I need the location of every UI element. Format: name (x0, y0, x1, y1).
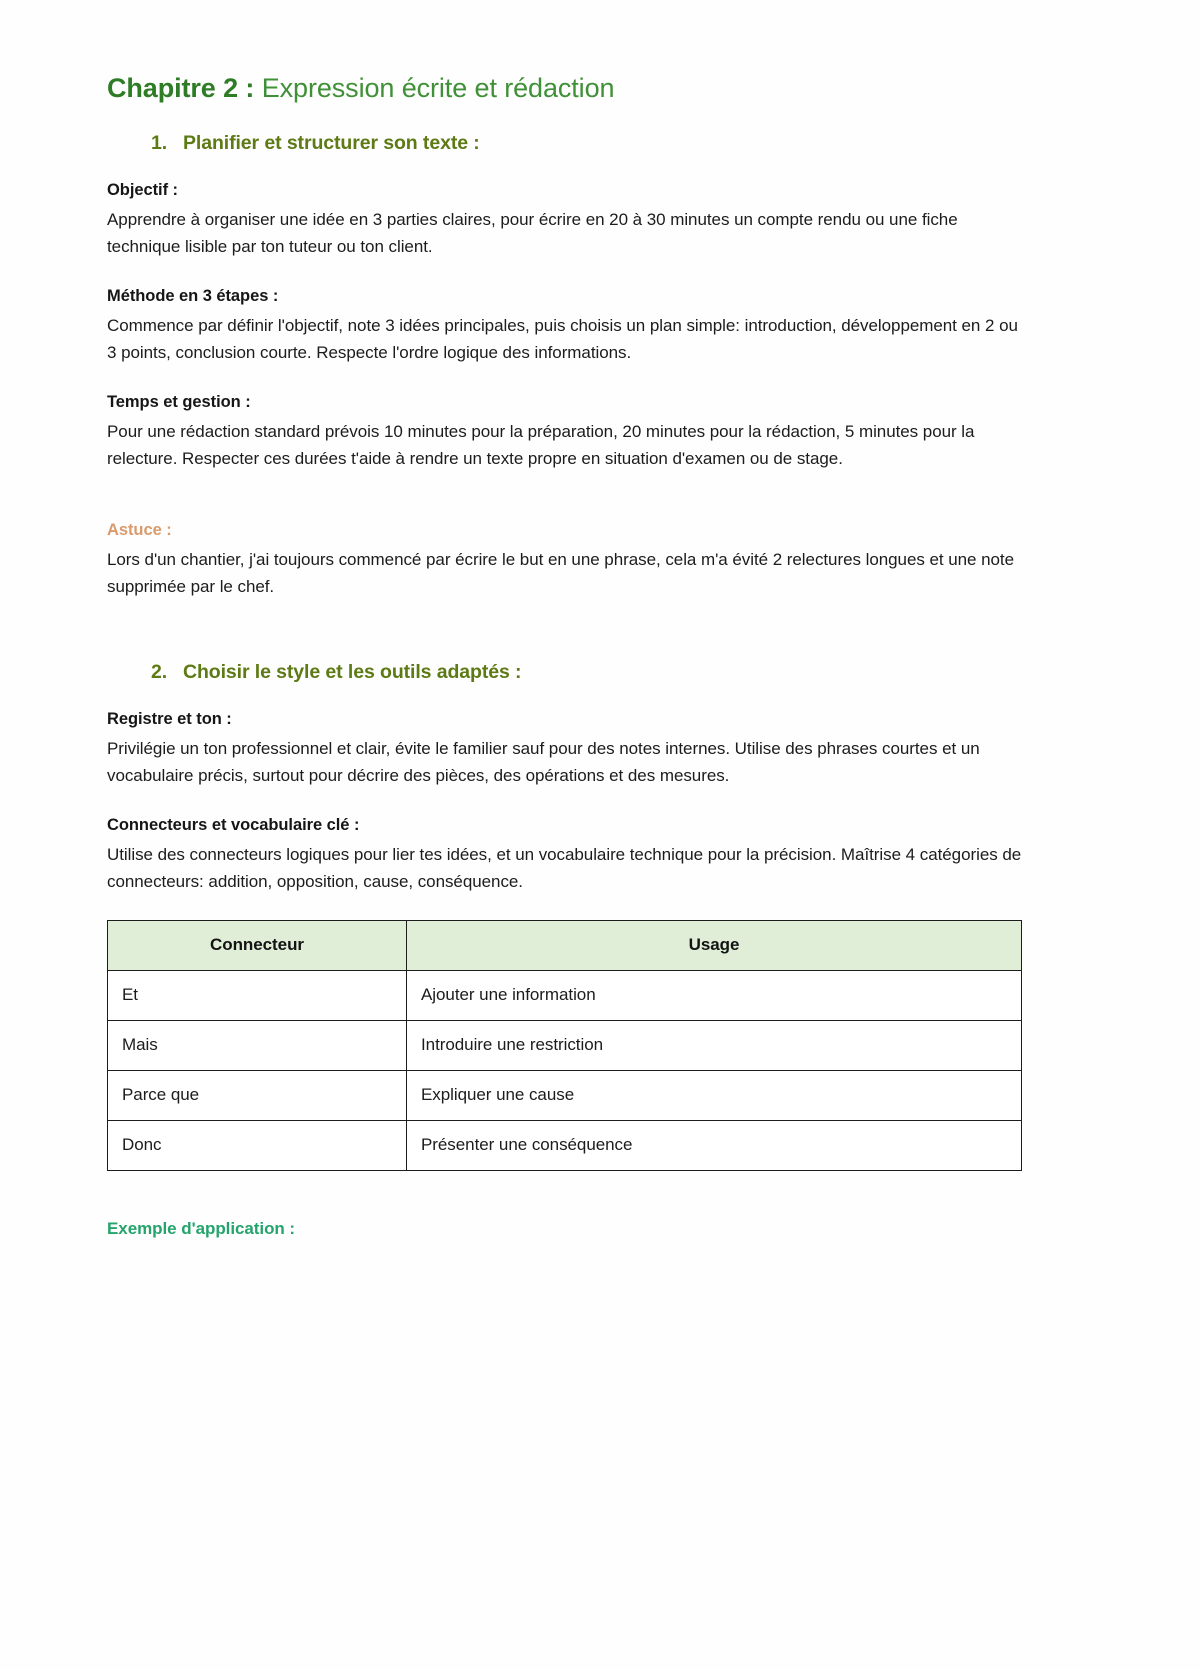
table-row (108, 1120, 1022, 1170)
block-body-methode: Commence par définir l'objectif, note 3 idées principales, puis choisis un plan simple: introduction, développement en 2 ou 3 points, conclusion courte. Respecte l'ordre logique des informations. (107, 315, 1018, 363)
table-body (108, 970, 1022, 1170)
cell-usage: Ajouter une information (407, 970, 1022, 1020)
cell-connecteur: Parce que (108, 1070, 407, 1120)
block-astuce (107, 519, 1022, 601)
table-row (108, 1070, 1022, 1120)
section-heading-1 (107, 132, 1022, 155)
section-heading-2 (107, 661, 1022, 684)
table-header-row (108, 920, 1022, 970)
cell-connecteur: Et (108, 970, 407, 1020)
section-title-2: Choisir le style et les outils adaptés : (183, 660, 522, 683)
cell-connecteur: Mais (108, 1020, 407, 1070)
cell-connecteur: Donc (108, 1120, 407, 1170)
block-label-objectif: Objectif : (107, 180, 179, 199)
document-content (107, 72, 1022, 1265)
table-header-connecteur: Connecteur (108, 920, 407, 970)
block-body-connecteurs: Utilise des connecteurs logiques pour lier tes idées, et un vocabulaire technique pour la précision. Maîtrise 4 catégories de connecteurs: addition, opposition, cause, conséquence. (107, 844, 1022, 892)
section-number-2: 2. (151, 660, 168, 683)
block-body-objectif: Apprendre à organiser une idée en 3 parties claires, pour écrire en 20 à 30 minutes un compte rendu ou une fiche technique lisible par ton tuteur ou ton client. (107, 209, 958, 257)
block-objectif (107, 179, 1022, 261)
section-number-1: 1. (151, 131, 168, 154)
spacer (107, 625, 1022, 661)
table-row (108, 1020, 1022, 1070)
block-methode (107, 285, 1022, 367)
cell-usage: Expliquer une cause (407, 1070, 1022, 1120)
block-label-astuce: Astuce : (107, 520, 172, 539)
block-label-temps: Temps et gestion : (107, 392, 251, 411)
block-connecteurs (107, 814, 1022, 896)
block-exemple (107, 1217, 1022, 1242)
table-header-usage: Usage (407, 920, 1022, 970)
chapter-subject: Expression écrite et rédaction (261, 73, 615, 103)
section-title-1: Planifier et structurer son texte : (183, 131, 480, 154)
cell-usage: Présenter une conséquence (407, 1120, 1022, 1170)
page-title (107, 72, 1022, 106)
block-label-exemple: Exemple d'application : (107, 1218, 296, 1238)
spacer (107, 497, 1022, 519)
block-label-connecteurs: Connecteurs et vocabulaire clé : (107, 815, 360, 834)
block-body-astuce: Lors d'un chantier, j'ai toujours commencé par écrire le but en une phrase, cela m'a évité 2 relectures longues et une note supprimée par le chef. (107, 549, 1015, 597)
block-label-methode: Méthode en 3 étapes : (107, 286, 279, 305)
block-temps (107, 391, 1022, 473)
chapter-label: Chapitre 2 : (107, 73, 255, 103)
table-head (108, 920, 1022, 970)
block-body-temps: Pour une rédaction standard prévois 10 minutes pour la préparation, 20 minutes pour la rédaction, 5 minutes pour la relecture. Respecter ces durées t'aide à rendre un texte propre en situation d'examen ou de stage. (107, 421, 975, 469)
connecteurs-table (107, 920, 1022, 1171)
block-body-registre: Privilégie un ton professionnel et clair, évite le familier sauf pour des notes internes. Utilise des phrases courtes et un vocabulaire précis, surtout pour décrire des pièces, des opérations et des mesures. (107, 738, 980, 786)
block-registre (107, 708, 1022, 790)
spacer (107, 1171, 1022, 1217)
table-row (108, 970, 1022, 1020)
block-label-registre: Registre et ton : (107, 709, 232, 728)
cell-usage: Introduire une restriction (407, 1020, 1022, 1070)
